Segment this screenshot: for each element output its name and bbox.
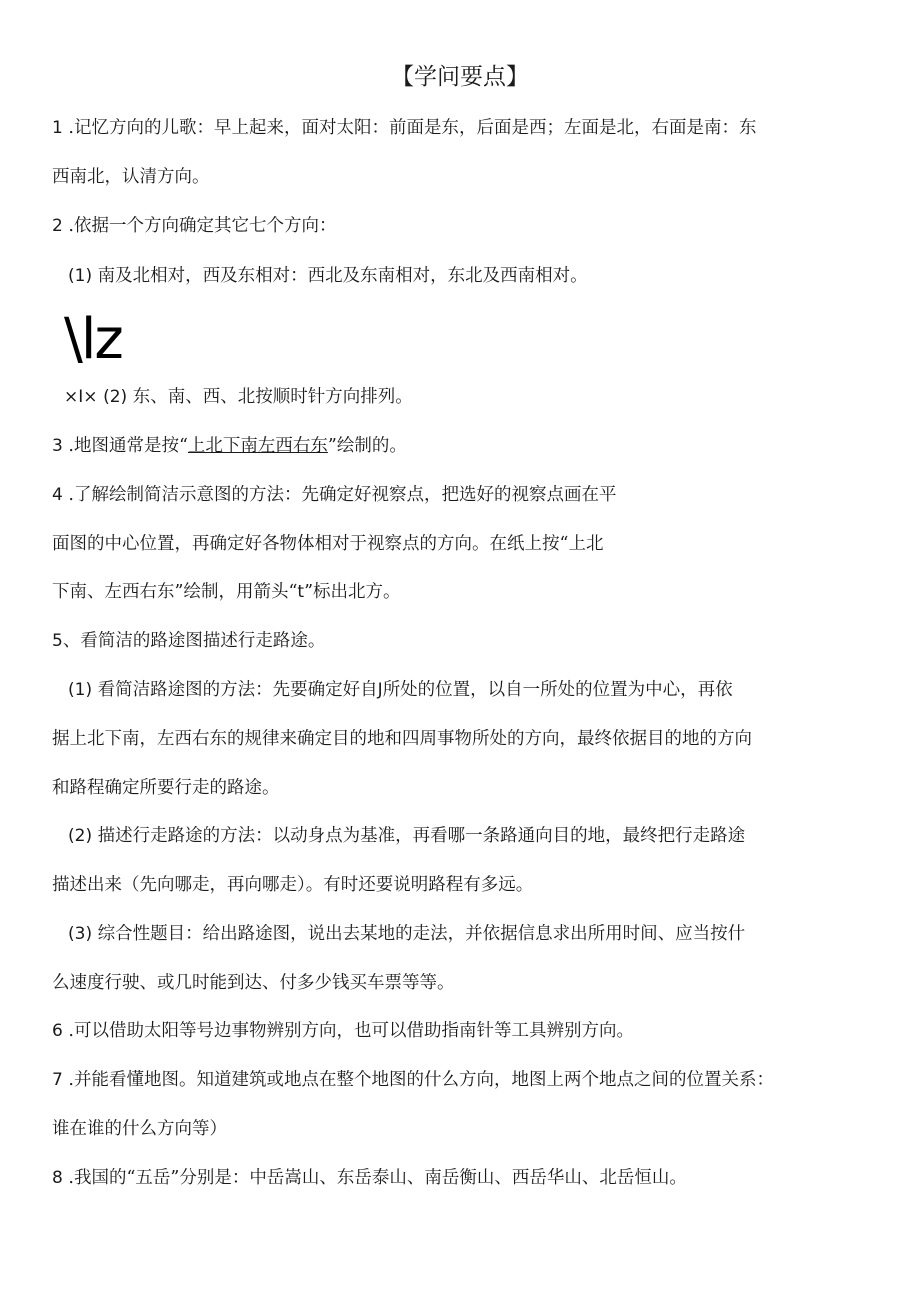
item-1-line-2: 西南北，认清方向。 [52,167,210,187]
item-1-text: .记忆方向的儿歌：早上起来，面对太阳：前面是东，后面是西；左面是北，右面是南：东 [68,118,757,138]
item-8-text: .我国的“五岳”分别是：中岳嵩山、东岳泰山、南岳衡山、西岳华山、北岳恒山。 [68,1168,687,1188]
item-7-text: .并能看懂地图。知道建筑或地点在整个地图的什么方向，地图上两个地点之间的位置关系： [68,1070,774,1090]
item-5-sub-1-text-a: 看简洁路途图的方法：先要确定好自 [97,680,378,700]
item-5-sub-3-number: (3) [68,924,93,944]
item-1-line-1 [52,116,756,140]
item-5-sub-1-line-1 [68,678,733,702]
item-4-line-3 [52,580,401,604]
item-3-number: 3 [52,436,63,456]
item-7-line-1 [52,1068,774,1092]
item-5-sub-1-text-b: 所处的位置，以自一所处的位置为中心，再依 [382,680,733,700]
item-5-number: 5 [52,631,63,651]
item-3-underlined-text: 上北下南左西右东 [187,436,328,456]
item-8-line-1 [52,1166,687,1190]
item-6-line-1 [52,1019,634,1043]
item-5-sub-2-line-2: 描述出来（先向哪走，再向哪走）。有时还要说明路程有多远。 [52,875,534,895]
item-5-text: 、看简洁的路途图描述行走路途。 [62,631,326,651]
item-2-sub-1-text: 南及北相对，西及东相对：西北及东南相对，东北及西南相对。 [97,266,588,286]
item-2-sub-1-number: (1) [68,266,93,286]
page-title: 【学问要点】 [391,64,529,90]
item-5-sub-3-text: 综合性题目：给出路途图，说出去某地的走法，并依据信息求出所用时间、应当按什 [97,924,746,944]
item-2-sub-2 [64,385,413,409]
item-3-text-post: ”绘制的。 [327,436,407,456]
item-4-arrow-letter: t [297,582,305,602]
item-5-sub-1-letter-j: J [377,680,383,700]
item-3-text-pre: .地图通常是按“ [68,436,188,456]
item-1-number: 1 [52,118,63,138]
item-6-text: .可以借助太阳等号边事物辨别方向，也可以借助指南针等工具辨别方向。 [68,1021,634,1041]
item-2-sub-2-number: (2) [103,387,128,407]
item-8-number: 8 [52,1168,63,1188]
item-2-sub-2-text: 东、南、西、北按顺时针方向排列。 [132,387,413,407]
item-2-sub-1 [68,264,588,288]
item-3-line-1 [52,434,407,458]
item-5-sub-2-line-1 [68,824,745,848]
item-4-line-3-post: ”标出北方。 [304,582,401,602]
item-5-sub-1-line-3: 和路程确定所要行走的路途。 [52,778,280,798]
item-2-sub-2-prefix: ×I× [64,387,98,407]
item-5-sub-3-line-1 [68,922,745,946]
item-6-number: 6 [52,1021,63,1041]
item-4-line-3-pre: 下南、左西右东”绘制，用箭头“ [52,582,298,602]
item-4-text: .了解绘制简洁示意图的方法：先确定好视察点，把选好的视察点画在平 [68,485,617,505]
item-5-sub-2-text: 描述行走路途的方法：以动身点为基准，再看哪一条路通向目的地，最终把行走路途 [97,826,746,846]
item-2-text: .依据一个方向确定其它七个方向： [68,216,337,236]
compass-lines-art: \lz [64,307,122,372]
item-4-number: 4 [52,485,63,505]
item-2-number: 2 [52,216,63,236]
item-4-line-1 [52,483,616,507]
item-4-line-2: 面图的中心位置，再确定好各物体相对于视察点的方向。在纸上按“上北 [52,534,604,554]
item-5-line-1 [52,629,325,653]
item-7-line-2: 谁在谁的什么方向等） [52,1119,227,1139]
item-5-sub-3-line-2: 么速度行驶、或几时能到达、付多少钱买车票等等。 [52,973,455,993]
item-5-sub-2-number: (2) [68,826,93,846]
item-5-sub-1-number: (1) [68,680,93,700]
item-7-number: 7 [52,1070,63,1090]
item-2-line-1 [52,214,336,238]
item-5-sub-1-line-2: 据上北下南，左西右东的规律来确定目的地和四周事物所处的方向，最终依据目的地的方向 [52,729,752,749]
